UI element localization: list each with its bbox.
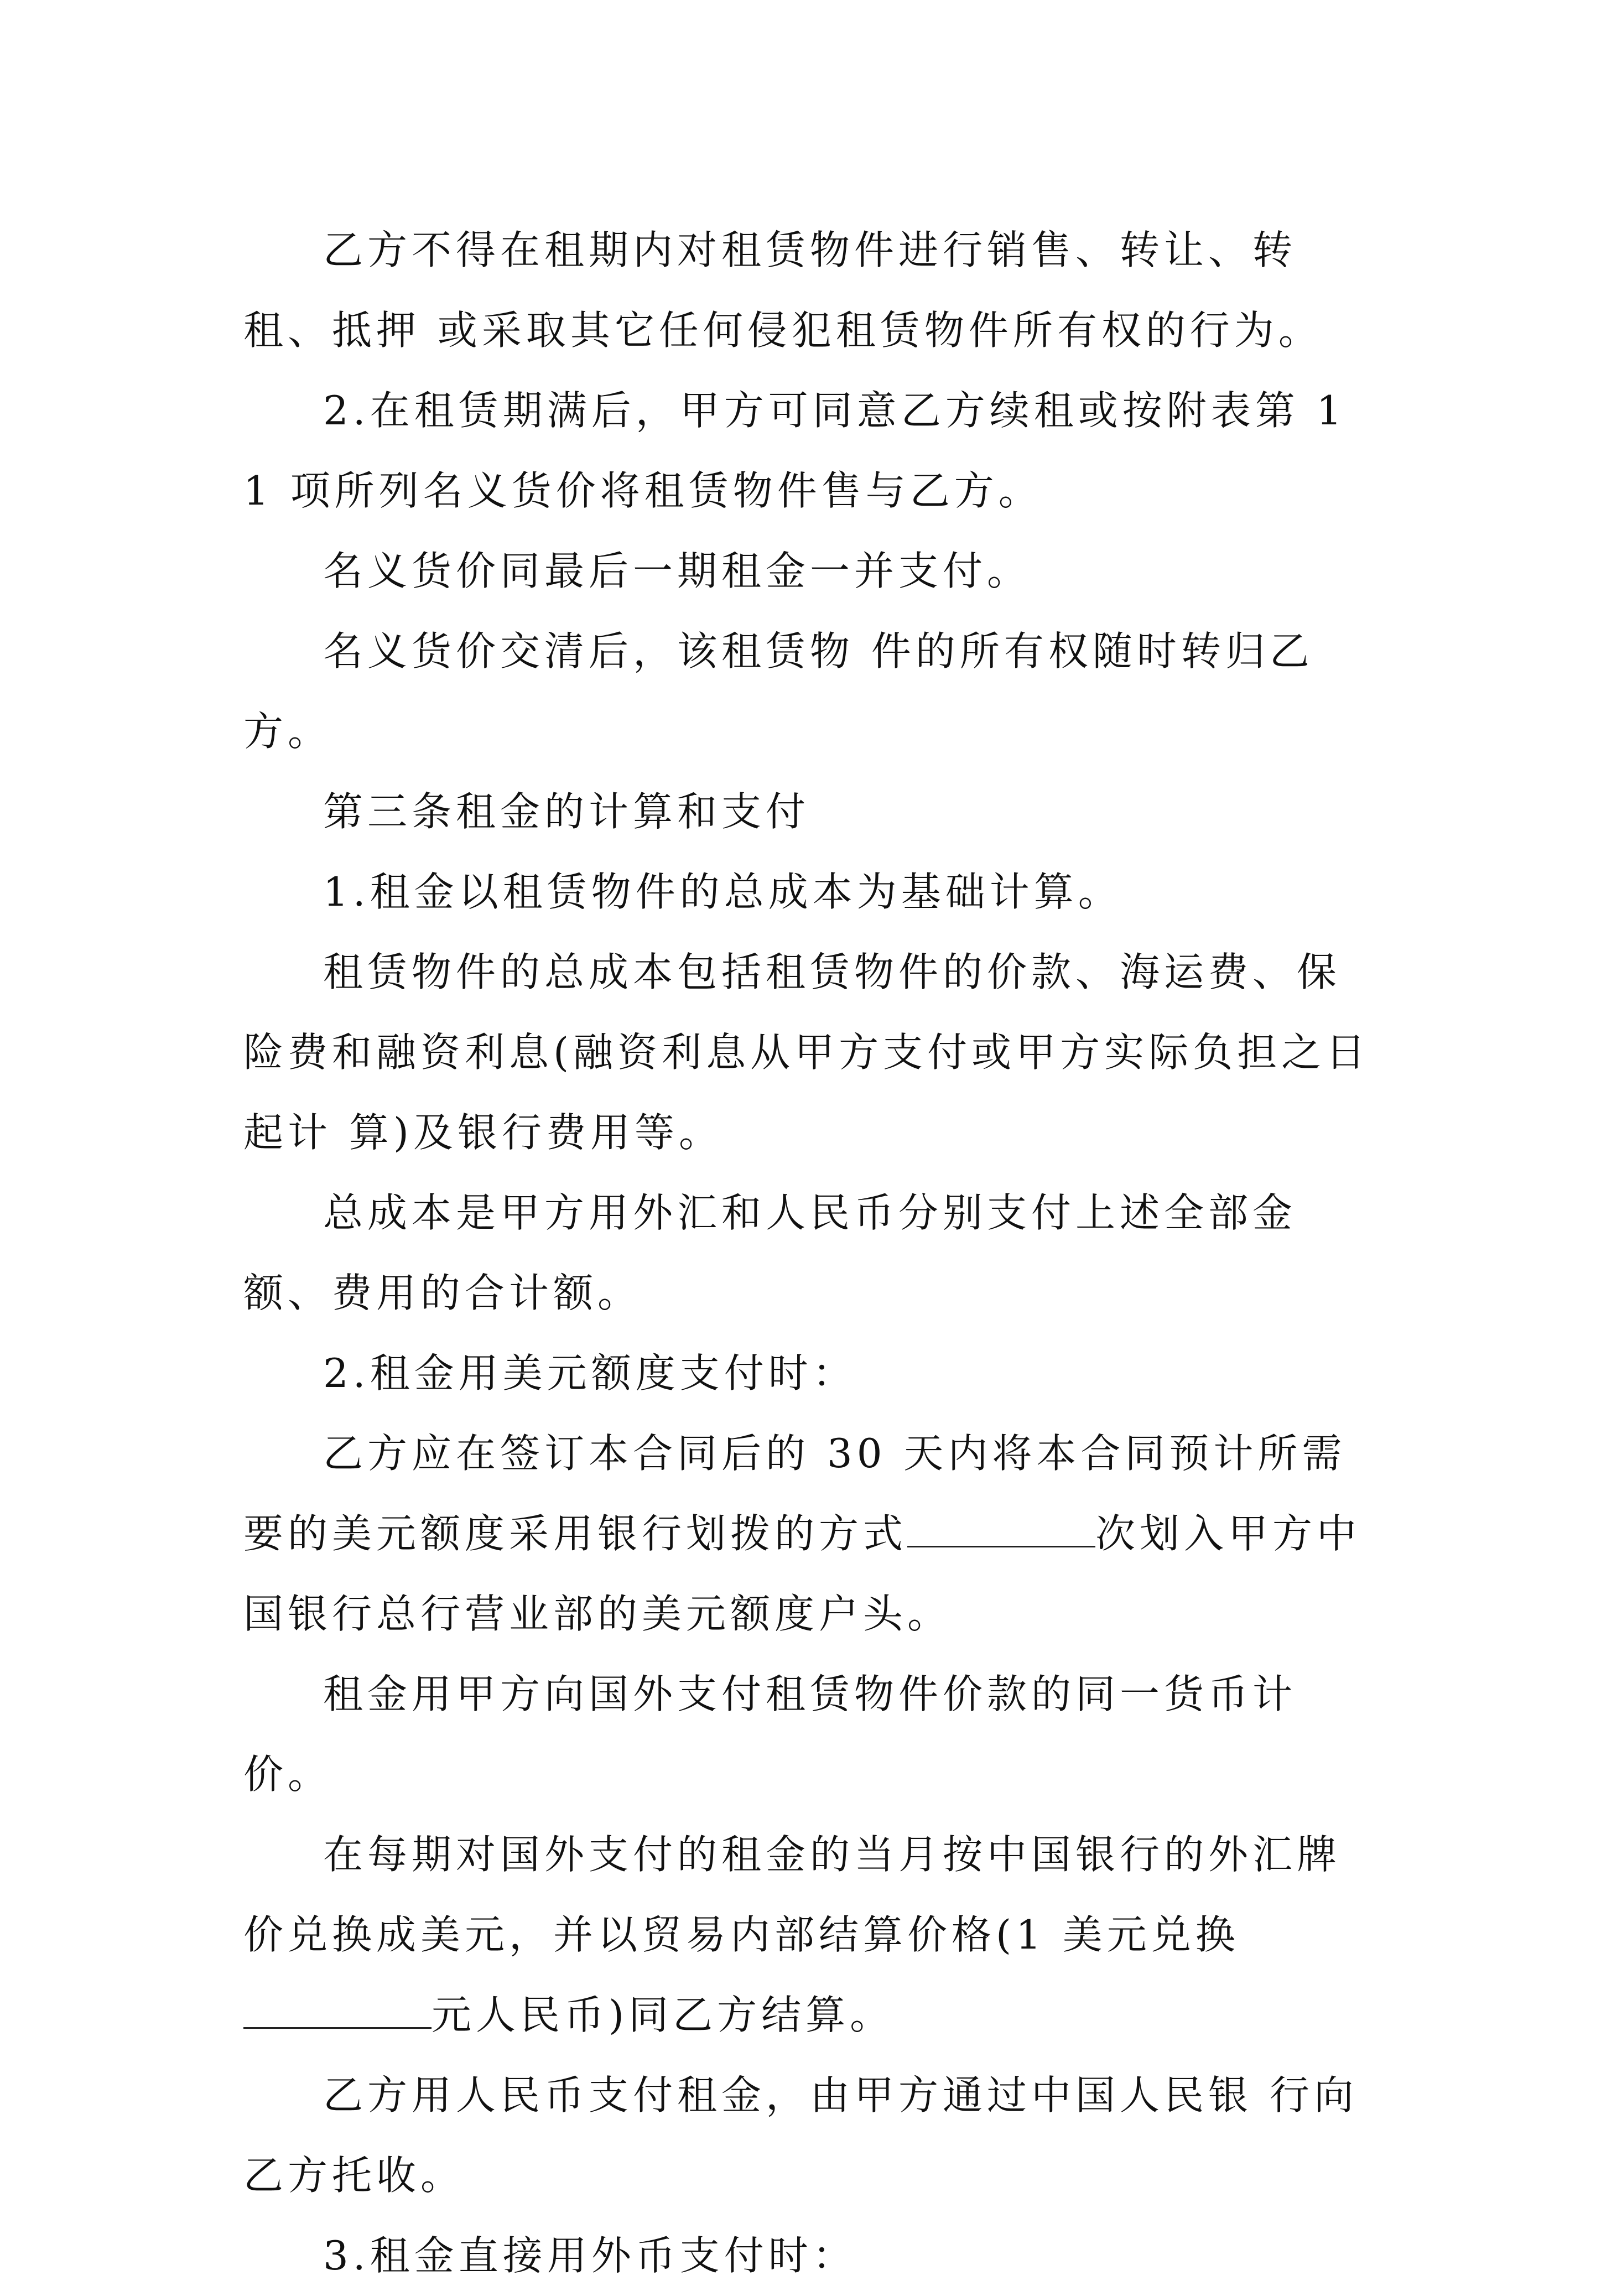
paragraph: 名义货价同最后一期租金一并支付。	[323, 548, 1032, 594]
fill-in-blank	[243, 1993, 432, 2029]
paragraph: 2.在租赁期满后，甲方可同意乙方续租或按附表第 11 项所列名义货价将租赁物件售与乙方。	[243, 387, 1347, 514]
paragraph: 名义货价交清后，该租赁物 件的所有权随时转归乙方。	[243, 628, 1314, 755]
paragraph: 租金用甲方向国外支付租赁物件价款的同一货币计价。	[243, 1671, 1297, 1798]
paragraph: 总成本是甲方用外汇和人民币分别支付上述全部金额、费用的合计额。	[243, 1189, 1297, 1316]
fill-in-blank	[907, 1511, 1095, 1547]
paragraph-with-blank	[243, 1815, 1372, 2055]
paragraph-text: 次划入甲方中国银行总行营业部的美元额度户头。	[243, 1510, 1361, 1637]
paragraph-text: 在每期对国外支付的租金的当月按中国银行的外汇牌价兑换成美元，并以贸易内部结算价格(1 美元兑换	[243, 1831, 1342, 1958]
paragraph-with-blank	[243, 1414, 1372, 1654]
document-body	[243, 210, 1372, 2296]
paragraph: 乙方不得在租期内对租赁物件进行销售、转让、转租、抵押 或采取其它任何侵犯租赁物件所有权的行为。	[243, 227, 1323, 354]
paragraph: 3.租金直接用外币支付时：	[323, 2232, 857, 2279]
paragraph-text: 乙方应在签订本合同后的 30 天内将本合同预计所需要的美元额度采用银行划拨的方式	[243, 1430, 1347, 1557]
paragraph: 乙方用人民币支付租金，由甲方通过中国人民银 行向乙方托收。	[243, 2072, 1358, 2199]
section-heading: 第三条租金的计算和支付	[323, 788, 810, 835]
paragraph: 租赁物件的总成本包括租赁物件的价款、海运费、保险费和融资利息(融资利息从甲方支付或甲方实际负担之日起计 算)及银行费用等。	[243, 949, 1370, 1156]
paragraph: 1.租金以租赁物件的总成本为基础计算。	[323, 869, 1122, 915]
paragraph: 2.租金用美元额度支付时：	[323, 1350, 857, 1396]
paragraph-text: 元人民币)同乙方结算。	[432, 1992, 895, 2038]
